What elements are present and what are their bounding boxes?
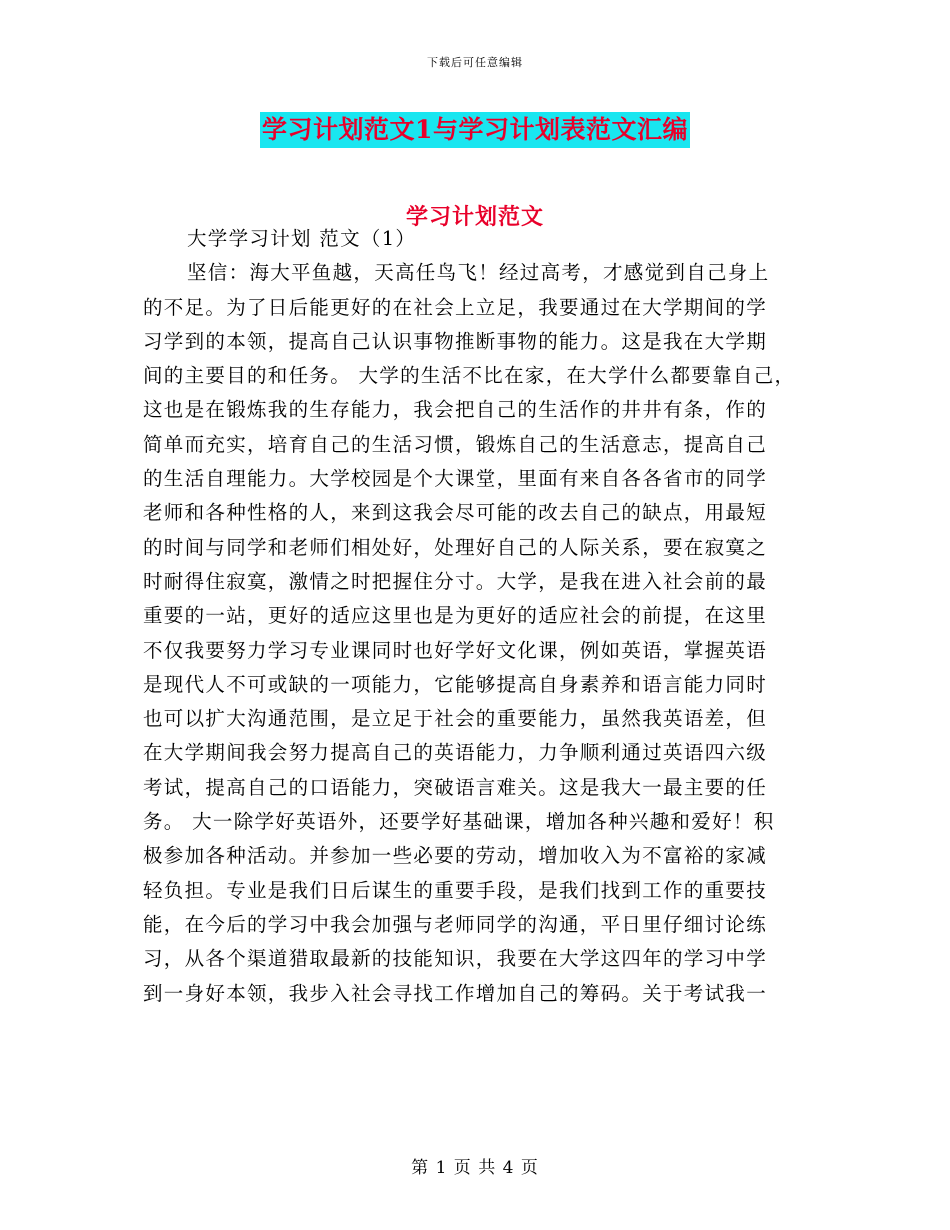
body-line: 这也是在锻炼我的生存能力，我会把自己的生活作的井井有条，作的 (143, 398, 768, 422)
body-line: 老师和各种性格的人，来到这我会尽可能的改去自己的缺点，用最短 (143, 501, 768, 525)
body-line: 坚信：海大平鱼越，天高任鸟飞！经过高考，才感觉到自己身上 (187, 261, 770, 285)
body-line: 务。 大一除学好英语外，还要学好基础课，增加各种兴趣和爱好！积 (143, 810, 775, 834)
body-line: 能，在今后的学习中我会加强与老师同学的沟通，平日里仔细讨论练 (143, 912, 768, 936)
body-line: 考试，提高自己的口语能力，突破语言难关。这是我大一最主要的任 (143, 775, 768, 799)
body-line: 的不足。为了日后能更好的在社会上立足，我要通过在大学期间的学 (143, 295, 768, 319)
body-line: 也可以扩大沟通范围，是立足于社会的重要能力，虽然我英语差，但 (143, 707, 768, 731)
document-title-wrap (0, 112, 950, 148)
body-line: 习学到的本领，提高自己认识事物推断事物的能力。这是我在大学期 (143, 329, 768, 353)
body-line: 到一身好本领，我步入社会寻找工作增加自己的筹码。关于考试我一 (143, 981, 768, 1005)
body-line: 是现代人不可或缺的一项能力，它能够提高自身素养和语言能力同时 (143, 672, 768, 696)
body-line: 极参加各种活动。并参加一些必要的劳动，增加收入为不富裕的家减 (143, 844, 768, 868)
body-line: 时耐得住寂寞，激情之时把握住分寸。大学，是我在进入社会前的最 (143, 569, 768, 593)
body-line: 轻负担。专业是我们日后谋生的重要手段，是我们找到工作的重要技 (143, 878, 768, 902)
body-line: 在大学期间我会努力提高自己的英语能力，力争顺利通过英语四六级 (143, 741, 768, 765)
body-line: 间的主要目的和任务。 大学的生活不比在家，在大学什么都要靠自己， (143, 364, 796, 388)
body-line: 简单而充实，培育自己的生活习惯，锻炼自己的生活意志，提高自己 (143, 432, 768, 456)
body-line: 不仅我要努力学习专业课同时也好学好文化课，例如英语，掌握英语 (143, 638, 768, 662)
page-footer: 第 1 页 共 4 页 (411, 1158, 539, 1178)
body-line: 习，从各个渠道猎取最新的技能知识，我要在大学这四年的学习中学 (143, 947, 768, 971)
essay-subtitle: 大学学习计划 范文（1） (187, 227, 417, 250)
document-body (143, 222, 803, 1011)
body-line: 的生活自理能力。大学校园是个大课堂，里面有来自各各省市的同学 (143, 467, 768, 491)
section-title: 学习计划范文 (405, 204, 544, 230)
document-title: 学习计划范文1与学习计划表范文汇编 (260, 112, 690, 148)
body-line: 重要的一站，更好的适应这里也是为更好的适应社会的前提，在这里 (143, 604, 768, 628)
body-line: 的时间与同学和老师们相处好，处理好自己的人际关系，要在寂寞之 (143, 535, 768, 559)
page-header-note: 下载后可任意编辑 (427, 56, 523, 69)
